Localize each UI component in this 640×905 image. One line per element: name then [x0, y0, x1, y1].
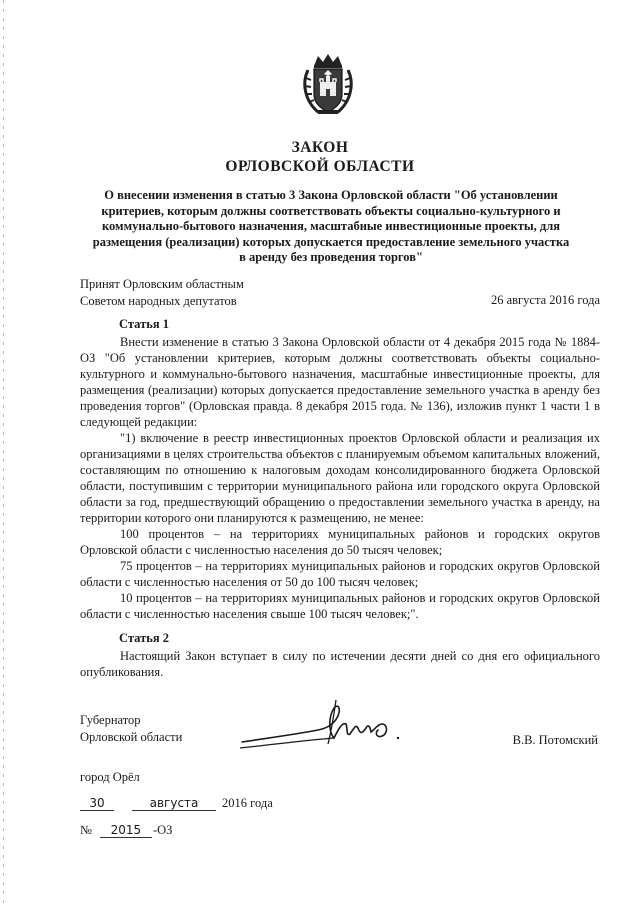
law-title: ЗАКОН	[291, 139, 349, 156]
article-2-body	[80, 648, 600, 680]
adoption-line-1: Принят Орловским областным	[80, 277, 244, 291]
signer-name: В.В. Потомский	[512, 733, 598, 747]
signing-day: 30	[80, 796, 114, 811]
signer-position	[80, 712, 182, 746]
article-1-paragraph: Внести изменение в статью 3 Закона Орловской области от 4 декабря 2015 года № 1884-ОЗ "Об установлении критериев, которым должны соответствовать объекты социально-культурного и коммунально-бытового назначения, масштабные инвестиционные проекты, для размещения (реализации) которых допускается предоставление земельного участка в аренду без проведения торгов" (Орловская правда. 8 декабря 2015 года. № 136), изложив пункт 1 части 1 в следующей редакции:	[80, 335, 600, 429]
handwritten-signature	[238, 694, 418, 756]
signing-city: город Орёл	[80, 770, 140, 784]
law-number-value: 2015	[100, 823, 152, 838]
law-number	[80, 823, 172, 838]
article-2-paragraph: Настоящий Закон вступает в силу по истечении десяти дней со дня его официального опубликования.	[80, 649, 600, 679]
signer-position-line-2: Орловской области	[80, 730, 183, 744]
signing-year: 2016 года	[222, 796, 273, 810]
law-region-title: ОРЛОВСКОЙ ОБЛАСТИ	[225, 158, 415, 175]
article-1-paragraph: 75 процентов – на территориях муниципальных районов и городских округов Орловской области с численностью населения от 50 до 100 тысяч человек;	[80, 559, 600, 589]
law-number-suffix: -ОЗ	[152, 823, 173, 837]
article-1-paragraph: 100 процентов – на территориях муниципальных районов и городских округов Орловской области с численностью населения до 50 тысяч человек;	[80, 527, 600, 557]
adoption-authority	[80, 276, 244, 310]
article-1-heading: Статья 1	[119, 317, 169, 331]
signer-position-line-1: Губернатор	[80, 713, 141, 727]
article-1-paragraph: "1) включение в реестр инвестиционных проектов Орловской области и реализация их организациями в целях строительства объектов с планируемым объемом капитальных вложений, составляющим по отношению к налоговым доходам консолидированного бюджета Орловской области, поступившим с территории муниципального района или городского округа Орловской области за год, предшествующий обращению о предоставлении земельного участка в аренду, на территории которого они планируются к размещению, не менее:	[80, 431, 600, 525]
signing-date	[80, 796, 273, 811]
article-1-body	[80, 334, 600, 622]
article-2-heading: Статья 2	[119, 631, 169, 645]
adoption-date: 26 августа 2016 года	[490, 293, 600, 307]
article-1-paragraph: 10 процентов – на территориях муниципальных районов и городских округов Орловской области с численностью населения свыше 100 тысяч человек;".	[80, 591, 600, 621]
signing-month: августа	[132, 796, 216, 811]
law-number-prefix: №	[80, 823, 92, 837]
adoption-line-2: Советом народных депутатов	[80, 294, 237, 308]
law-subject: О внесении изменения в статью 3 Закона Орловской области "Об установлении критериев, которым должны соответствовать объекты социально-культурного и коммунально-бытового назначения, масштабные инвестиционные проекты, для размещения (реализации) которых допускается предоставление земельного участка в аренду без проведения торгов"	[92, 188, 570, 264]
oryol-oblast-emblem-icon	[300, 52, 356, 116]
scan-edge-artifact	[3, 0, 4, 905]
